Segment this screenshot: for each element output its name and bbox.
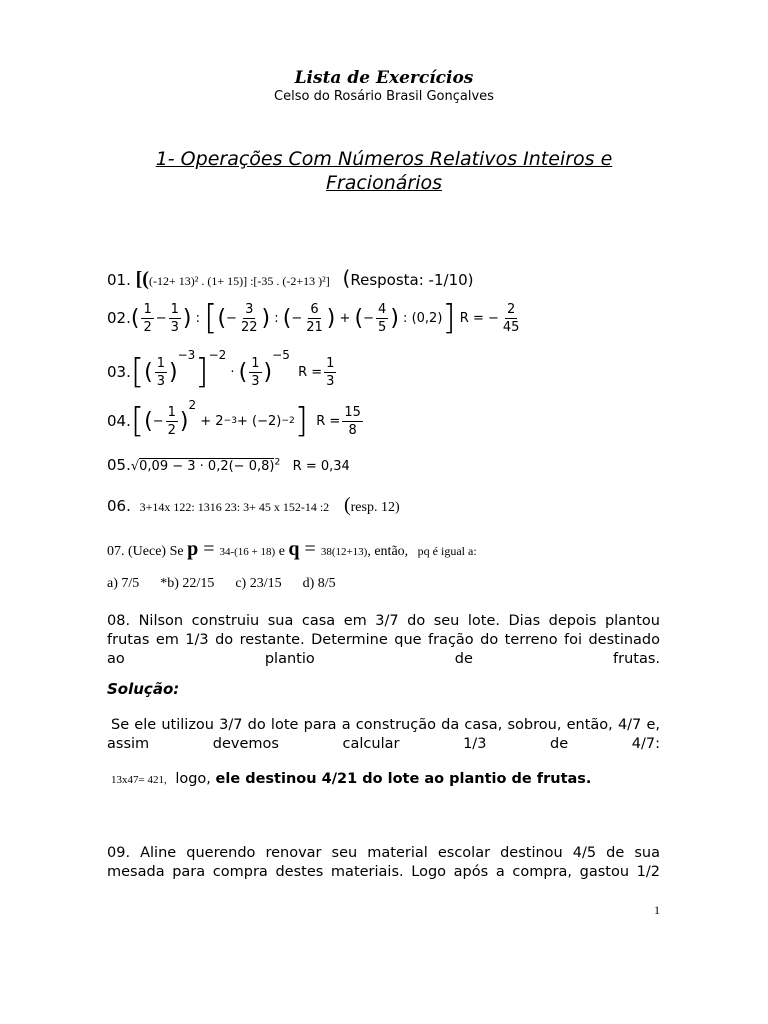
solution-text: Se ele utilizou 3/7 do lote para a construção da casa, sobrou, então, 4/7 e, assim devemos calcular 1/3 de 4/7: xyxy=(107,717,660,752)
exercise-07-options: a) 7/5 *b) 22/15 c) 23/15 d) 8/5 xyxy=(107,576,336,591)
result-label: R = − xyxy=(459,310,499,326)
page-number: 1 xyxy=(654,903,660,917)
result-fraction: $\frac{15}{8}$ xyxy=(344,404,361,438)
exercise-result: R = 0,34 xyxy=(292,459,350,474)
exercise-number: 05. xyxy=(107,456,131,474)
exercise-05: $05.√0,09 - 3 \cdot 0,2(- 0,8)^2$ R = 0,34 xyxy=(107,456,350,474)
exercise-number: 04. xyxy=(107,412,131,430)
document-title: Lista de Exercícios xyxy=(294,68,474,88)
exercise-expression: 3+14x 122: 1316 23: 3+ 45 x 152-14 :2 xyxy=(139,500,330,514)
section-title-line-2: Fracionários xyxy=(325,172,443,194)
exercise-expression: 0,09 − 3 · 0,2(− 0,8) xyxy=(139,459,275,474)
section-title-line-1: 1- Operações Com Números Relativos Inteiros e xyxy=(155,148,613,170)
result-fraction: $\frac{2}{45}$ xyxy=(502,301,520,335)
author-name: Celso do Rosário Brasil Gonçalves xyxy=(274,89,494,104)
result-fraction: $\frac{1}{3}$ xyxy=(326,355,335,389)
exercise-answer: resp. 12) xyxy=(350,500,400,515)
exercise-01: 01. [((-12+ 13)² . (1+ 15)] :[-35 . (-2+13 )²] (Resposta: -1/10) xyxy=(107,266,474,290)
exercise-number: 01. xyxy=(107,271,131,289)
solution-conclusion: 13x47= 421, logo, ele destinou 4/21 do lote ao plantio de frutas. xyxy=(111,771,592,787)
exercise-02: 02. ( $\frac{1}{2}$ − $\frac{1}{3}$ ) : [ ( − $\frac{3}{22}$ ) : ( − $\frac{6}{21}$ ) + ( − $\frac{4}{5}$ ) : (0,2) ] R = − $\frac{2}{45}$ xyxy=(107,297,520,338)
exercise-number: 03. xyxy=(107,363,131,381)
exercise-06: 06. 3+14x 122: 1316 23: 3+ 45 x 152-14 :2 (resp. 12) xyxy=(107,494,400,516)
exercise-07: 07. (Uece) Se p = 34-(16 + 18) e q = 38(12+13), então, pq é igual a: xyxy=(107,538,477,560)
exercise-04: 04. [ ( − $\frac{1}{2}$ ) 2 + 2 −3 + (−2) −2 ] R = $\frac{15}{8}$ xyxy=(107,398,361,441)
exercise-number: 06. xyxy=(107,497,131,515)
solution-label: Solução: xyxy=(107,680,180,698)
exercise-expression: (-12+ 13)² . (1+ 15)] :[-35 . (-2+13 )²] xyxy=(148,274,330,288)
result-label: R = xyxy=(298,364,323,380)
exercise-09-text: 09. Aline querendo renovar seu material escolar destinou 4/5 de sua mesada para compra destes materiais. Logo após a compra, gastou 1/2 xyxy=(107,845,660,880)
exercise-08-text: 08. Nilson construiu sua casa em 3/7 do seu lote. Dias depois plantou frutas em 1/3 do restante. Determine que fração do terreno foi destinado ao plantio de frutas. xyxy=(107,613,660,667)
exercise-answer: Resposta: -1/10) xyxy=(350,271,474,289)
exercise-03: 03. [ ( $\frac{1}{3}$ ) −3 ] −2 · ( $\frac{1}{3}$ ) −5 R = $\frac{1}{3}$ xyxy=(107,348,335,392)
result-label: R = xyxy=(316,413,341,429)
exercise-number: 02. xyxy=(107,309,131,327)
